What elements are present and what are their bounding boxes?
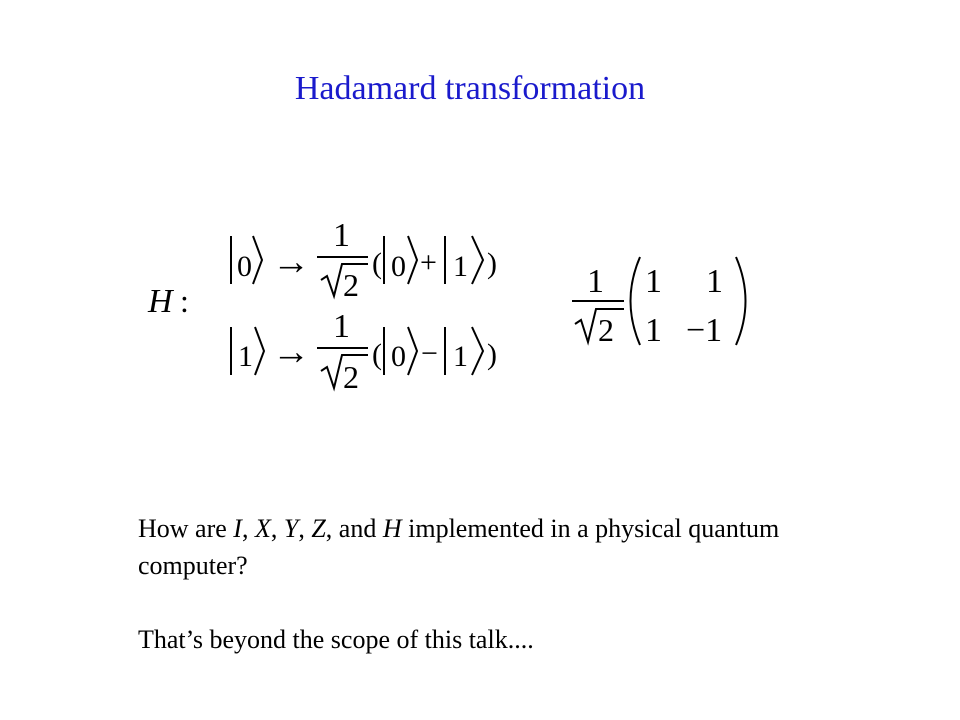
slide-title: Hadamard transformation xyxy=(294,70,646,107)
open-paren: ( xyxy=(372,338,382,371)
question-paragraph xyxy=(138,510,858,584)
matrix-cell: −1 xyxy=(686,312,723,349)
matrix-cell: 1 xyxy=(645,312,662,349)
ket-label: 1 xyxy=(453,250,468,283)
separator: , xyxy=(241,514,255,543)
separator: , xyxy=(270,514,284,543)
question-text: implemented in a physical quantum computer? xyxy=(138,514,780,580)
separator: , xyxy=(298,514,312,543)
gate-name: I xyxy=(233,514,242,543)
question-text: How are xyxy=(138,514,234,543)
close-paren: ) xyxy=(487,338,497,371)
fraction-numerator: 1 xyxy=(333,308,350,345)
arrow-symbol: → xyxy=(272,241,310,283)
sqrt-radicand: 2 xyxy=(343,359,359,395)
gate-name: Y xyxy=(283,514,299,543)
separator: , and xyxy=(325,514,383,543)
gate-name: X xyxy=(254,514,271,543)
ket-angle xyxy=(408,236,417,284)
open-paren: ( xyxy=(372,247,382,280)
ket-label: 0 xyxy=(391,250,406,283)
ket-label: 1 xyxy=(238,340,253,373)
ket-angle xyxy=(408,327,417,375)
hadamard-matrix xyxy=(572,257,746,349)
operator-symbol: H xyxy=(148,283,173,320)
ket-label: 0 xyxy=(391,340,406,373)
answer-paragraph: That’s beyond the scope of this talk.... xyxy=(138,625,534,654)
ket-angle xyxy=(472,327,483,375)
matrix-left-paren xyxy=(631,257,641,345)
matrix-prefactor-radicand: 2 xyxy=(598,312,614,348)
equation-row-zero xyxy=(231,217,497,303)
ket-angle xyxy=(472,236,483,284)
gate-name: H xyxy=(382,514,402,543)
minus-sign: − xyxy=(421,337,438,370)
plus-sign: + xyxy=(420,246,437,279)
paragraph-gap xyxy=(138,584,858,621)
ket-label: 1 xyxy=(453,340,468,373)
ket-angle xyxy=(253,236,262,284)
matrix-prefactor-numerator: 1 xyxy=(587,263,604,300)
matrix-cell: 1 xyxy=(645,263,662,300)
slide-body xyxy=(138,510,858,658)
arrow-symbol: → xyxy=(272,331,310,373)
ket-angle xyxy=(255,327,264,375)
ket-label: 0 xyxy=(237,250,252,283)
matrix-cell: 1 xyxy=(706,263,723,300)
fraction-numerator: 1 xyxy=(333,217,350,254)
equation-row-one xyxy=(231,308,497,395)
operator-colon: : xyxy=(180,283,189,319)
sqrt-radicand: 2 xyxy=(343,267,359,303)
gate-name: Z xyxy=(311,514,326,543)
matrix-right-paren xyxy=(736,257,746,345)
close-paren: ) xyxy=(487,247,497,280)
